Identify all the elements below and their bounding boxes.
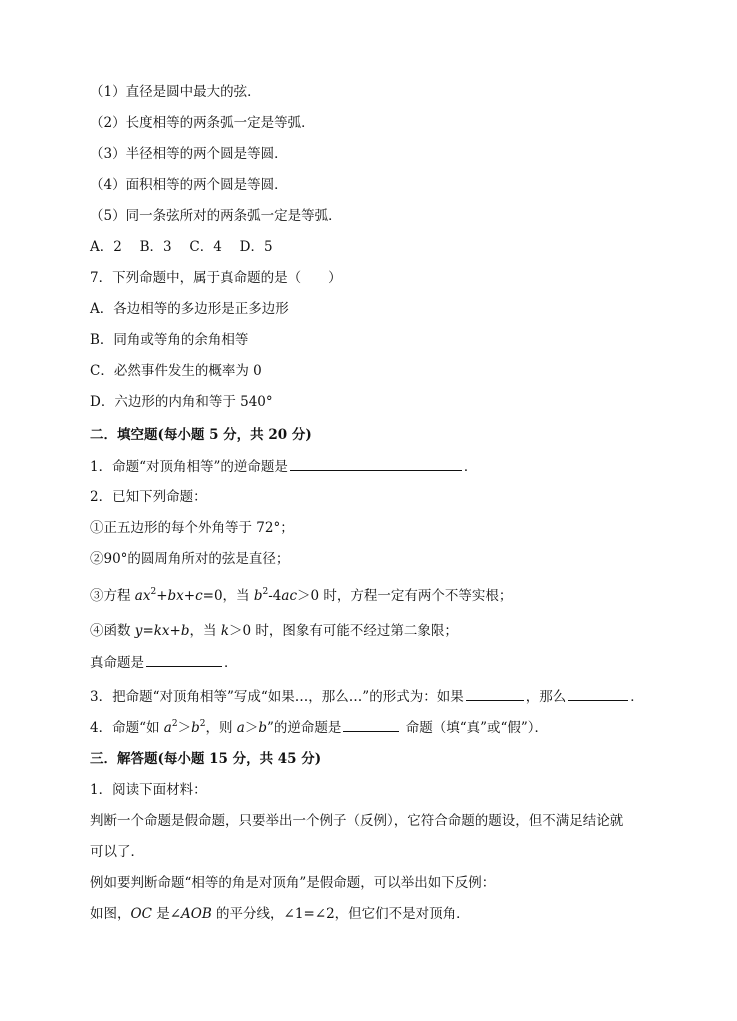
s3-paragraph-1-line-2: 可以了． <box>90 844 144 860</box>
exponent: 2 <box>171 719 178 729</box>
math-var: OC <box>130 906 152 922</box>
text: =0，当 <box>202 588 254 604</box>
q6-item-1: （1）直径是圆中最大的弦． <box>90 84 261 100</box>
text: 4．命题“如 <box>90 720 164 736</box>
math-var: a <box>163 720 172 736</box>
math-var: b <box>191 720 200 736</box>
math-var: ax <box>134 588 151 604</box>
q6-item-5: （5）同一条弦所对的两条弧一定是等弧． <box>90 208 342 224</box>
s2-q3-suffix: ． <box>630 689 644 705</box>
text: ＞0 时，图象有可能不经过第二象限； <box>229 623 458 639</box>
q6-item-4: （4）面积相等的两个圆是等圆． <box>90 177 288 193</box>
text: ＞0 时，方程一定有两个不等实根； <box>297 588 513 604</box>
math-var: k <box>220 623 229 639</box>
q6-item-3: （3）半径相等的两个圆是等圆． <box>90 146 288 162</box>
math-var: AOB <box>181 906 212 922</box>
s2-q3-blank-1[interactable] <box>466 686 524 701</box>
s2-q1-suffix: ． <box>463 459 478 475</box>
s2-q3-prefix: 3．把命题“对顶角相等”写成“如果…，那么…”的形式为：如果 <box>90 689 464 705</box>
math-var: c <box>195 588 203 604</box>
text: ”的逆命题是 <box>267 720 342 736</box>
text: -4 <box>268 588 282 604</box>
section2-heading: 二．填空题(每小题 5 分，共 20 分) <box>90 427 312 443</box>
s3-q1-stem: 1．阅读下面材料： <box>90 782 207 798</box>
math-var: a <box>236 720 245 736</box>
q6-options: A．2 B．3 C．4 D．5 <box>90 239 273 255</box>
text: ，则 <box>205 720 237 736</box>
s2-q2-item-3 <box>90 586 512 606</box>
math-var: bx <box>167 588 184 604</box>
q7-option-b: B．同角或等角的余角相等 <box>90 332 249 348</box>
s2-question-1 <box>90 456 477 477</box>
s2-q2-item-1: ①正五边形的每个外角等于 72°； <box>90 520 294 536</box>
q7-option-c: C．必然事件发生的概率为 0 <box>90 363 262 379</box>
s3-paragraph-2: 例如要判断命题“相等的角是对顶角”是假命题，可以举出如下反例： <box>90 875 496 891</box>
q7-option-d: D．六边形的内角和等于 540° <box>90 394 273 410</box>
text: 的平分线，∠1=∠2，但它们不是对顶角． <box>211 906 470 922</box>
math-var: y <box>134 623 143 639</box>
text: + <box>156 588 168 604</box>
s2-q2-blank[interactable] <box>146 652 222 667</box>
s2-q2-item-2: ②90°的圆周角所对的弦是直径； <box>90 551 290 567</box>
text: ＞ <box>244 720 259 736</box>
s2-q2-stem: 2．已知下列命题： <box>90 489 207 505</box>
text: ③方程 <box>90 588 135 604</box>
s2-q1-blank[interactable] <box>290 456 462 471</box>
text: ＞ <box>177 720 192 736</box>
q7-stem: 7．下列命题中，属于真命题的是（ ） <box>90 270 342 286</box>
q6-item-2: （2）长度相等的两条弧一定是等弧． <box>90 115 315 131</box>
text: + <box>169 623 181 639</box>
s2-question-4 <box>90 717 548 738</box>
math-var: kx <box>153 623 170 639</box>
text: + <box>183 588 196 604</box>
text: 如图， <box>90 906 131 922</box>
s2-q1-prefix: 1．命题“对顶角相等”的逆命题是 <box>90 459 288 475</box>
math-var: ac <box>281 588 298 604</box>
s3-paragraph-1-line-1: 判断一个命题是假命题，只要举出一个例子（反例），它符合命题的题设，但不满足结论就 <box>90 813 624 829</box>
s2-q2-answer <box>90 652 238 673</box>
s2-q3-middle: ，那么 <box>525 689 567 705</box>
s2-q2-answer-suffix: ． <box>224 655 238 671</box>
text: ，当 <box>189 623 221 639</box>
s3-paragraph-3 <box>90 904 470 924</box>
s2-q4-blank[interactable] <box>343 717 399 732</box>
text: = <box>142 623 154 639</box>
math-var: b <box>258 720 267 736</box>
exponent: 2 <box>150 587 157 597</box>
exponent: 2 <box>199 719 206 729</box>
s2-q2-item-4 <box>90 621 458 641</box>
math-var: b <box>253 588 263 604</box>
text: 命题（填“真”或“假”）． <box>401 720 549 736</box>
text: 是∠ <box>151 906 182 922</box>
math-var: b <box>180 623 190 639</box>
exponent: 2 <box>262 587 269 597</box>
s2-q2-answer-prefix: 真命题是 <box>90 655 144 671</box>
section3-heading: 三．解答题(每小题 15 分，共 45 分) <box>90 751 322 767</box>
s2-question-3 <box>90 686 644 707</box>
text: ④函数 <box>90 623 135 639</box>
s2-q3-blank-2[interactable] <box>568 686 628 701</box>
q7-option-a: A．各边相等的多边形是正多边形 <box>90 301 289 317</box>
